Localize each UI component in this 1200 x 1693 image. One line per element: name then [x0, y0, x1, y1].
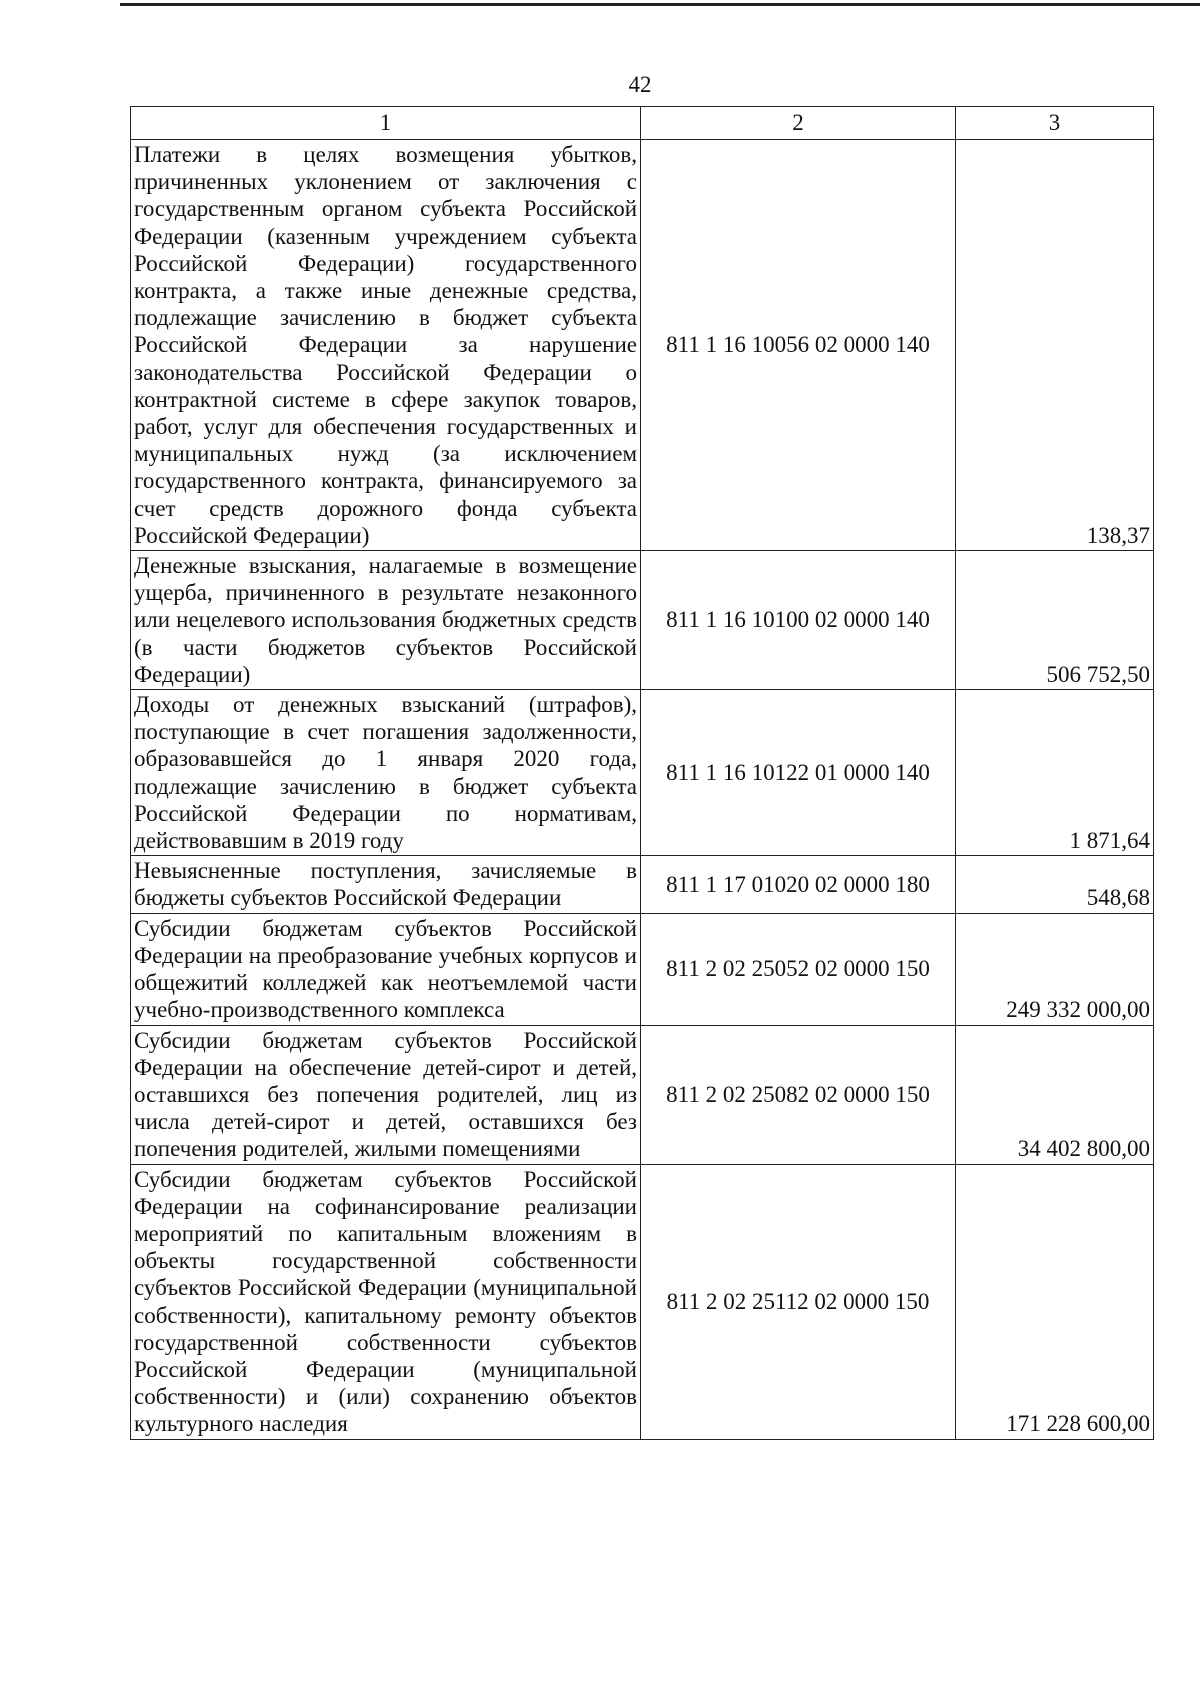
budget-classification-code: 811 1 16 10100 02 0000 140 [641, 551, 956, 690]
budget-classification-code: 811 2 02 25082 02 0000 150 [641, 1025, 956, 1164]
page-top-border [120, 3, 1200, 6]
revenue-description: Невыясненные поступления, зачисляемые в бюджеты субъектов Российской Федерации [131, 856, 641, 913]
table-row [131, 690, 1154, 856]
table-row [131, 140, 1154, 551]
budget-classification-code: 811 2 02 25052 02 0000 150 [641, 913, 956, 1025]
table-header-row [131, 107, 1154, 140]
amount-value: 34 402 800,00 [956, 1025, 1154, 1164]
table-row [131, 856, 1154, 913]
amount-value: 506 752,50 [956, 551, 1154, 690]
table-row [131, 551, 1154, 690]
table-row [131, 1164, 1154, 1439]
revenue-description: Субсидии бюджетам субъектов Российской Федерации на преобразование учебных корпусов и общежитий колледжей как неотъемлемой части учебно-производственного комплекса [131, 913, 641, 1025]
budget-classification-code: 811 1 16 10122 01 0000 140 [641, 690, 956, 856]
amount-value: 171 228 600,00 [956, 1164, 1154, 1439]
budget-classification-code: 811 1 17 01020 02 0000 180 [641, 856, 956, 913]
column-header-2: 2 [641, 107, 956, 140]
table-row [131, 913, 1154, 1025]
revenue-description: Платежи в целях возмещения убытков, причиненных уклонением от заключения с государственным органом субъекта Российской Федерации (казенным учреждением субъекта Российской Федерации) государственного контракта, а также иные денежные средства, подлежащие зачислению в бюджет субъекта Российской Федерации за нарушение законодательства Российской Федерации о контрактной системе в сфере закупок товаров, работ, услуг для обеспечения государственных и муниципальных нужд (за исключением государственного контракта, финансируемого за счет средств дорожного фонда субъекта Российской Федерации) [131, 140, 641, 551]
budget-revenue-table [130, 106, 1154, 1440]
budget-classification-code: 811 2 02 25112 02 0000 150 [641, 1164, 956, 1439]
page-number: 42 [628, 72, 652, 97]
table-row [131, 1025, 1154, 1164]
amount-value: 548,68 [956, 856, 1154, 913]
column-header-3: 3 [956, 107, 1154, 140]
column-header-1: 1 [131, 107, 641, 140]
revenue-description: Субсидии бюджетам субъектов Российской Федерации на обеспечение детей-сирот и детей, оставшихся без попечения родителей, лиц из числа детей-сирот и детей, оставшихся без попечения родителей, жилыми помещениями [131, 1025, 641, 1164]
revenue-description: Денежные взыскания, налагаемые в возмещение ущерба, причиненного в результате незаконного или нецелевого использования бюджетных средств (в части бюджетов субъектов Российской Федерации) [131, 551, 641, 690]
revenue-description: Субсидии бюджетам субъектов Российской Федерации на софинансирование реализации мероприятий по капитальным вложениям в объекты государственной собственности субъектов Российской Федерации (муниципальной собственности), капитальному ремонту объектов государственной собственности субъектов Российской Федерации (муниципальной собственности) и (или) сохранению объектов культурного наследия [131, 1164, 641, 1439]
budget-classification-code: 811 1 16 10056 02 0000 140 [641, 140, 956, 551]
amount-value: 249 332 000,00 [956, 913, 1154, 1025]
amount-value: 1 871,64 [956, 690, 1154, 856]
revenue-description: Доходы от денежных взысканий (штрафов), поступающие в счет погашения задолженности, образовавшейся до 1 января 2020 года, подлежащие зачислению в бюджет субъекта Российской Федерации по нормативам, действовавшим в 2019 году [131, 690, 641, 856]
amount-value: 138,37 [956, 140, 1154, 551]
